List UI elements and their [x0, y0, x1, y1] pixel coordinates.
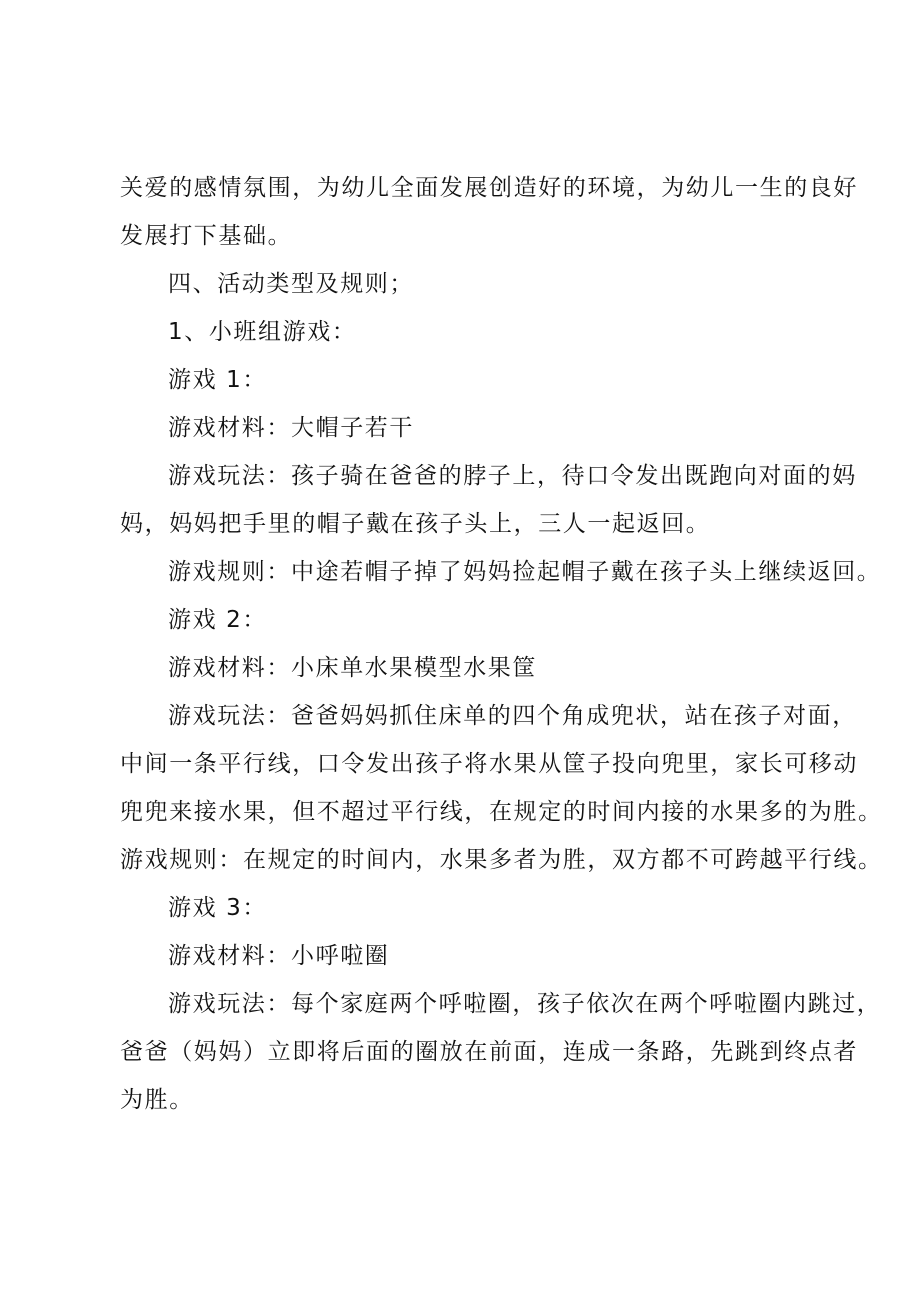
game-1-gameplay: 游戏玩法：孩子骑在爸爸的脖子上，待口令发出既跑向对面的妈	[168, 463, 857, 489]
subsection-heading-small-class: 1、小班组游戏：	[168, 319, 357, 345]
game-2-gameplay-continuation: 兜兜来接水果，但不超过平行线，在规定的时间内接的水果多的为胜。	[120, 799, 883, 825]
game-3-heading: 游戏 3：	[168, 895, 267, 921]
game-2-rules: 游戏规则：在规定的时间内，水果多者为胜，双方都不可跨越平行线。	[120, 847, 883, 873]
game-1-heading: 游戏 1：	[168, 367, 267, 393]
game-2-heading: 游戏 2：	[168, 607, 267, 633]
game-2-gameplay: 游戏玩法：爸爸妈妈抓住床单的四个角成兜状，站在孩子对面，	[168, 703, 857, 729]
game-3-gameplay-continuation: 为胜。	[120, 1087, 194, 1113]
game-1-rules: 游戏规则：中途若帽子掉了妈妈捡起帽子戴在孩子头上继续返回。	[168, 559, 882, 585]
paragraph-line-continuation: 发展打下基础。	[120, 223, 293, 249]
game-1-materials: 游戏材料：大帽子若干	[168, 415, 414, 441]
section-heading-activity-types: 四、活动类型及规则；	[168, 271, 414, 297]
game-3-gameplay-continuation: 爸爸（妈妈）立即将后面的圈放在前面，连成一条路，先跳到终点者	[120, 1039, 858, 1065]
game-3-materials: 游戏材料：小呼啦圈	[168, 943, 390, 969]
game-1-gameplay-continuation: 妈，妈妈把手里的帽子戴在孩子头上，三人一起返回。	[120, 511, 711, 537]
game-2-gameplay-continuation: 中间一条平行线，口令发出孩子将水果从筐子投向兜里，家长可移动	[120, 751, 858, 777]
game-3-gameplay: 游戏玩法：每个家庭两个呼啦圈，孩子依次在两个呼啦圈内跳过，	[168, 991, 882, 1017]
paragraph-line-continuation: 关爱的感情氛围，为幼儿全面发展创造好的环境，为幼儿一生的良好	[120, 175, 858, 201]
game-2-materials: 游戏材料：小床单水果模型水果筐	[168, 655, 537, 681]
